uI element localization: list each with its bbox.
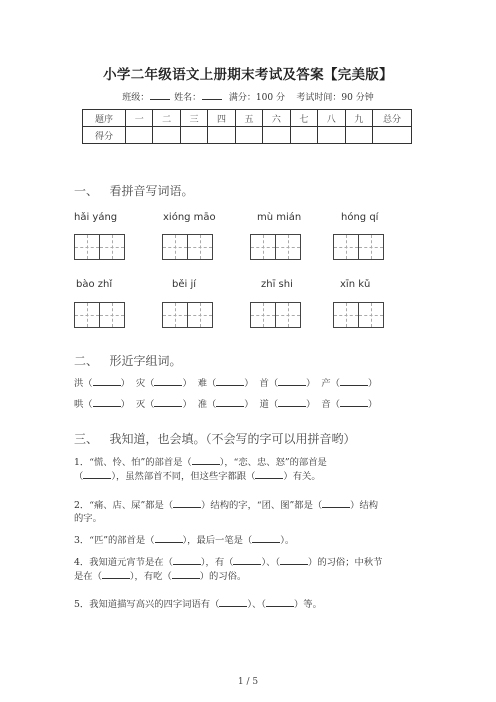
- score-cell: 总分: [373, 110, 412, 127]
- answer-blank[interactable]: [252, 533, 280, 543]
- section-title: 形近字组词。: [109, 354, 182, 368]
- full-score: 满分：100 分: [228, 93, 285, 103]
- answer-blank[interactable]: [266, 597, 294, 607]
- word-prompt: 道（: [259, 399, 279, 410]
- question-text: 1．“慌、怜、怕”的部首是（: [74, 457, 192, 468]
- score-cell: 九: [345, 110, 373, 127]
- question-text: ）、（: [261, 557, 281, 568]
- section-title: 看拼音写词语。: [109, 184, 194, 198]
- writing-grid[interactable]: [74, 234, 124, 260]
- writing-grid[interactable]: [162, 302, 212, 328]
- page-title: 小学二年级语文上册期末考试及答案【完美版】: [103, 67, 393, 83]
- score-cell: 五: [235, 110, 262, 127]
- score-header-row: [83, 110, 412, 127]
- answer-blank[interactable]: [173, 555, 201, 565]
- paren-close: ）: [182, 378, 192, 389]
- section-title: 我知道，也会填。（不会写的字可以用拼音哟）: [109, 432, 356, 446]
- score-value-row: [83, 127, 412, 144]
- pinyin-5: bào zhǐ: [76, 279, 113, 290]
- answer-blank[interactable]: [255, 469, 283, 479]
- writing-grid[interactable]: [250, 234, 300, 260]
- question-text: 3．“匹”的部首是（: [74, 535, 155, 546]
- writing-grid[interactable]: [74, 302, 124, 328]
- question-text: 2．“痛、店、屎”都是（: [74, 500, 174, 511]
- question-text: ），有吃（: [129, 571, 172, 582]
- answer-blank[interactable]: [154, 397, 182, 407]
- pinyin-3: mù mián: [257, 212, 302, 223]
- question-text: ）、（: [247, 599, 266, 610]
- answer-blank[interactable]: [154, 376, 182, 386]
- paren-close: ）: [367, 399, 378, 410]
- pinyin-7: zhī shi: [261, 279, 293, 290]
- question-text: ），虽然部首不同，但这些字都跟（: [111, 471, 256, 482]
- word-group-row-2: [74, 397, 377, 411]
- answer-blank[interactable]: [280, 555, 308, 565]
- question-text: 是在（: [74, 571, 102, 582]
- pinyin-1: hǎi yáng: [74, 212, 118, 223]
- score-input[interactable]: [263, 127, 290, 144]
- answer-blank[interactable]: [172, 569, 200, 579]
- score-cell: 六: [263, 110, 290, 127]
- score-input[interactable]: [235, 127, 262, 144]
- writing-grid[interactable]: [162, 234, 212, 260]
- answer-blank[interactable]: [219, 597, 247, 607]
- answer-blank[interactable]: [173, 498, 201, 508]
- score-cell: 一: [126, 110, 153, 127]
- answer-blank[interactable]: [83, 469, 111, 479]
- paren-close: ）: [244, 378, 254, 389]
- question-2: [74, 498, 424, 525]
- paren-close: ）: [367, 378, 378, 389]
- question-text: ）有关。: [283, 471, 321, 482]
- class-label: 班级：: [122, 93, 150, 103]
- score-input[interactable]: [208, 127, 235, 144]
- section-1-heading: [74, 182, 193, 199]
- name-blank[interactable]: [202, 91, 222, 100]
- answer-blank[interactable]: [93, 397, 121, 407]
- question-text: ）的习俗。: [199, 571, 247, 582]
- question-5: [74, 597, 424, 611]
- paren-close: ）: [306, 378, 316, 389]
- word-prompt: 灾（: [135, 378, 155, 389]
- paren-close: ）: [306, 399, 316, 410]
- word-group-row-1: [74, 376, 377, 390]
- pinyin-6: běi jí: [172, 279, 197, 290]
- pinyin-8: xīn kǔ: [340, 279, 371, 290]
- score-cell: 八: [318, 110, 345, 127]
- score-cell: 二: [153, 110, 180, 127]
- question-text: ）结构的字，“团、图”都是（: [201, 500, 323, 511]
- score-cell: 题序: [83, 110, 126, 127]
- score-table: [82, 109, 412, 144]
- question-1: [74, 455, 424, 483]
- word-prompt: 哄（: [74, 399, 93, 410]
- answer-blank[interactable]: [278, 376, 306, 386]
- score-input[interactable]: [126, 127, 153, 144]
- pinyin-4: hóng qí: [341, 212, 379, 223]
- name-label: 姓名：: [174, 93, 202, 103]
- answer-blank[interactable]: [278, 397, 306, 407]
- class-blank[interactable]: [150, 91, 170, 100]
- answer-blank[interactable]: [155, 533, 183, 543]
- answer-blank[interactable]: [340, 397, 368, 407]
- answer-blank[interactable]: [102, 569, 130, 579]
- word-prompt: 难（: [197, 378, 217, 389]
- writing-grid[interactable]: [333, 302, 383, 328]
- paren-close: ）: [244, 399, 254, 410]
- question-text: ），“恋、忠、怒”的部首是: [219, 457, 327, 468]
- question-3: [74, 533, 424, 547]
- writing-grid[interactable]: [333, 234, 383, 260]
- page-number: 1 / 5: [237, 677, 259, 687]
- section-number: 一、: [74, 184, 99, 198]
- paren-close: ）: [182, 399, 192, 410]
- score-input[interactable]: [290, 127, 317, 144]
- question-text: （: [74, 471, 84, 482]
- score-label: 得分: [83, 127, 126, 144]
- word-prompt: 产（: [321, 378, 340, 389]
- question-text: ）结构: [350, 500, 379, 511]
- answer-blank[interactable]: [322, 498, 350, 508]
- question-text: ），有（: [200, 557, 234, 568]
- question-text: 4．我知道元宵节是在（: [74, 557, 173, 568]
- section-number: 三、: [74, 432, 99, 446]
- score-input[interactable]: [318, 127, 345, 144]
- word-prompt: 首（: [259, 378, 279, 389]
- section-2-heading: [74, 352, 181, 369]
- score-cell: 三: [180, 110, 207, 127]
- word-prompt: 音（: [321, 399, 340, 410]
- question-text: ），最后一笔是（: [182, 535, 253, 546]
- answer-blank[interactable]: [192, 455, 220, 465]
- section-number: 二、: [74, 354, 99, 368]
- writing-grid[interactable]: [250, 302, 300, 328]
- word-prompt: 洪（: [74, 378, 93, 389]
- question-4: [74, 555, 424, 583]
- question-text: ）等。: [293, 599, 322, 610]
- answer-blank[interactable]: [216, 376, 244, 386]
- paren-close: ）: [120, 399, 130, 410]
- question-text: ）的习俗；中秋节: [308, 557, 383, 568]
- score-input[interactable]: [153, 127, 180, 144]
- answer-blank[interactable]: [233, 555, 261, 565]
- section-3-heading: [74, 430, 355, 447]
- score-input[interactable]: [345, 127, 373, 144]
- question-text: ）。: [280, 535, 295, 546]
- score-input[interactable]: [373, 127, 412, 144]
- word-prompt: 准（: [197, 399, 217, 410]
- exam-time: 考试时间：90 分钟: [296, 93, 374, 103]
- question-text: 5．我知道描写高兴的四字词语有（: [74, 599, 220, 610]
- answer-blank[interactable]: [93, 376, 121, 386]
- answer-blank[interactable]: [340, 376, 368, 386]
- score-cell: 七: [290, 110, 317, 127]
- question-text: 的字。: [74, 513, 102, 524]
- score-input[interactable]: [180, 127, 207, 144]
- paren-close: ）: [120, 378, 130, 389]
- exam-info: [0, 90, 496, 103]
- word-prompt: 灭（: [135, 399, 155, 410]
- pinyin-2: xióng māo: [163, 212, 216, 223]
- answer-blank[interactable]: [216, 397, 244, 407]
- score-cell: 四: [208, 110, 235, 127]
